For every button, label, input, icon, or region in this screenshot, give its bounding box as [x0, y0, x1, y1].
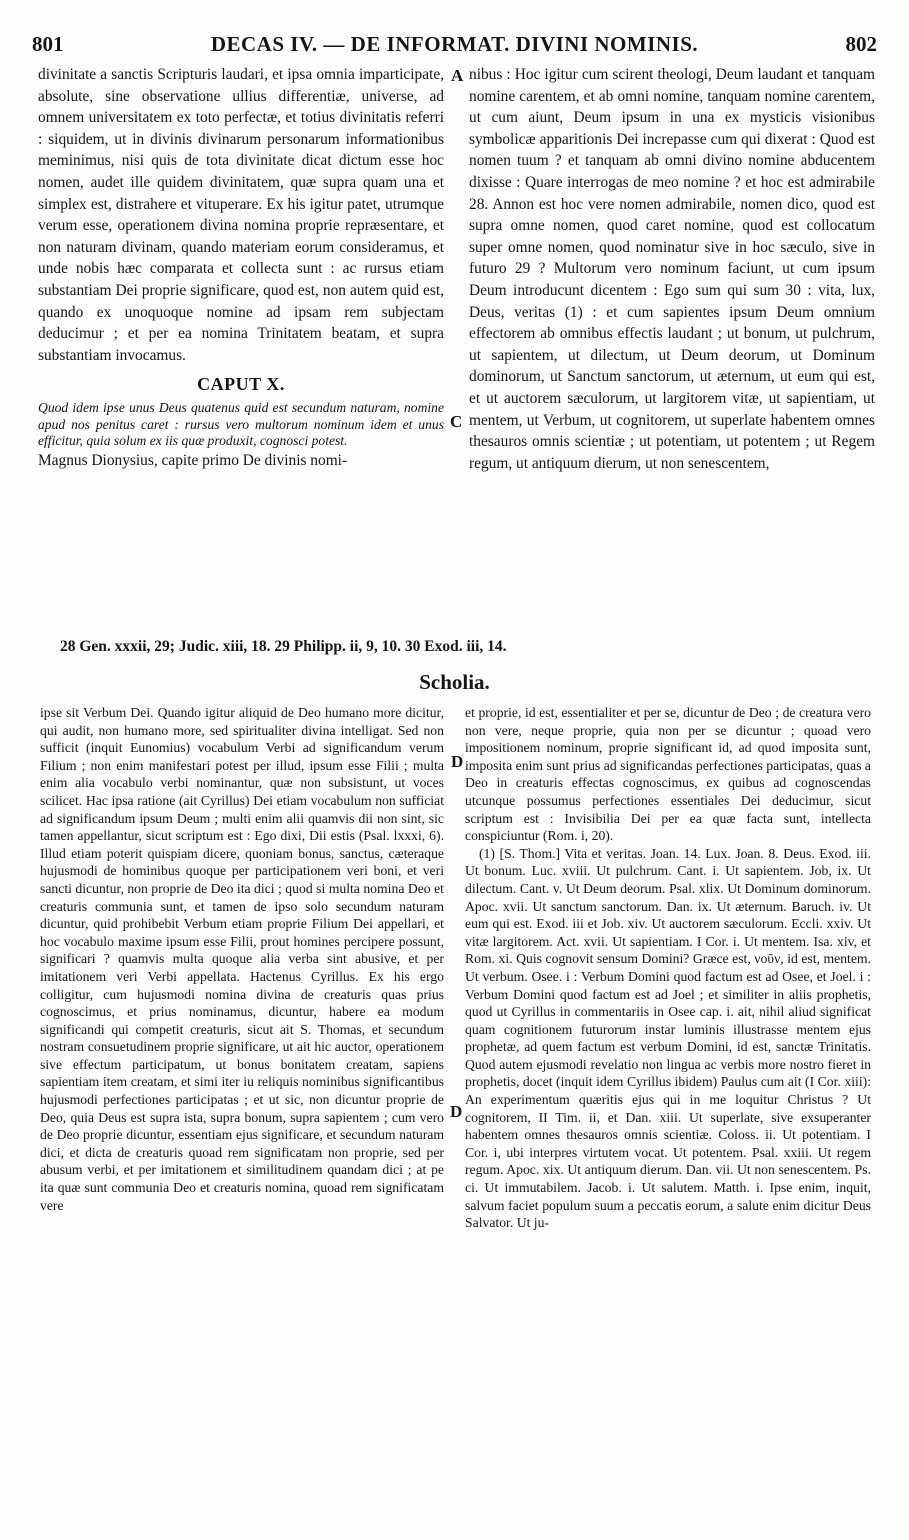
main-text-left-column: [38, 64, 444, 471]
main-left-paragraph-2: Magnus Dionysius, capite primo De divinis nomi-: [38, 451, 348, 469]
scholia-heading: Scholia.: [419, 670, 490, 694]
margin-marker-d-second: D: [450, 1102, 463, 1121]
main-text-right-column: [469, 64, 875, 474]
page-number-left: 801: [32, 32, 64, 56]
scholia-left-column: [40, 704, 444, 1214]
running-header: [32, 32, 877, 58]
scholia-note-1: (1) [S. Thom.] Vita et veritas. Joan. 14. Lux. Joan. 8. Deus. Exod. iii. Ut bonum. Luc. xviii. Ut pulchrum. Cant. i. Ut sapientem. Job, ix. Ut dilectum. Cant. v. Ut Deum deorum. Psal. xlix. Ut Dominum dominorum. Apoc. xvii. Ut sanctum sanctorum. Dan. ix. Ut æternum. Baruch. iv. Ut eum qui est. Exod. iii et Job. xiv. Ut auctorem sæculorum. Eccli. xxiv. Ut vitæ largitorem. Act. xvii. Ut sapientiam. I Cor. i. Ut mentem. Isa. xiv, et Rom. xi. Quis cognovit sensum Domini? Græce est, νοῦν, id est, mentem. Ut verbum. Osee. i : Verbum Domini quod factum est ad Osee, et Joel. i : Verbum Domini quod factum est ad Joel ; et similiter in aliis prophetis, quod ut Cyrillus in commentariis in Osee cap. i. ait, nihil aliud significat quam cognitionem futurorum instar luminis illustrasse mentem ejus prophetæ, ad quem factum est verbum Domini, id est, sanctæ Trinitatis. Quod autem ejusmodi revelatio non lingua ac verbis more nostro fieret in prophetis, docet (inquit idem Cyrillus ibidem) Paulus cum ait (I Cor. xiii): An experimentum quæritis ejus qui in me loquitur Christus ? Ut cognitorem, II Tim. ii, et Dan. xiii. Ut superlate, sive exsuperanter habentem omnes thesauros omnis scientiæ. Coloss. ii. Ut potentiam. I Cor. i, ubi interpres virtutem vocat. Ut potentem. Psal. xxiii. Ut regem regum. Apoc. xix. Ut antiquum dierum. Dan. vii. Ut non senescentem. Ps. ci. Ut immutabilem. Jacob. i. Ut salutem. Matth. i. Ipse enim, inquit, salvum faciet populum suum a peccatis eorum, a salute enim dicitur Deus Salvator. Ut ju-: [465, 845, 871, 1231]
chapter-summary: Quod idem ipse unus Deus quatenus quid est secundum naturam, nomine apud nos penitus caret : rursus vero multorum nominum idem et unus efficitur, quia solum ex iis quæ produxit, cognosci potest.: [38, 399, 444, 449]
main-right-paragraph: nibus : Hoc igitur cum scirent theologi, Deum laudant et tanquam nomine carentem, et ab omni nomine, tanquam nomine carentem, ut cum aiunt, Deum ipsum in una ex mysticis visionibus symbolicæ apparitionis Dei increpasse cum qui dixerat : Quod est nomen tuum ? et tanquam ab omni divino nomine abducentem dixisse : Quare interrogas de meo nomine ? et hoc est admirabile 28. Annon est hoc vere nomen admirabile, nomen dico, quod est supra omne nomen, quod caret nomine, quod est collocatum super omne nomen, quod nominatur sive in hoc sæculo, sive in futuro 29 ? Multorum vero nominum faciunt, ut cum ipsum Deum introducunt dicentem : Ego sum qui sum 30 : vita, lux, Deus, veritas (1) : et cum sapientes ipsum Deum omnium effectorem ab omnibus effectis laudant ; ut bonum, ut pulchrum, ut sapientem, ut dilectum, ut Deum deorum, ut Dominum dominorum, ut Sanctum sanctorum, ut æternum, ut eum qui est, et ut auctorem sæculorum, ut largitorem vitæ, ut sapientiam, ut mentem, ut Verbum, ut cognitorem, ut superlate habentem omnes thesauros omnis scientiæ ; ut potentiam, ut potentem ; ut Regem regum, ut antiquum dierum, ut non senescentem,: [469, 66, 875, 472]
scholia-right-paragraph: et proprie, id est, essentialiter et per se, dicuntur de Deo ; de creatura vero non vere, neque proprie, quia non per se dicuntur ; quoad vero impositionem nominum, proprie significant id, ad quod imposita sunt, imposita enim sunt prius ad significandas perfectiones participatas, quas a Deo in creaturis effectas cognoscimus, ex quibus ad cognoscendas utcunque possumus perfectiones essentiales Dei deducimur, sicut scriptum est : Invisibilia Dei per ea quæ facta sunt, intellecta conspiciuntur (Rom. i, 20).: [465, 705, 871, 844]
footnotes: 28 Gen. xxxii, 29; Judic. xiii, 18. 29 Philipp. ii, 9, 10. 30 Exod. iii, 14.: [60, 638, 507, 655]
margin-marker-c: C: [450, 412, 463, 431]
chapter-title: CAPUT X.: [197, 374, 285, 395]
scholia-right-column: [465, 704, 871, 1232]
running-title: DECAS IV. — DE INFORMAT. DIVINI NOMINIS.: [210, 32, 699, 56]
margin-marker-a: A: [451, 66, 464, 85]
main-left-paragraph: divinitate a sanctis Scripturis laudari, et ipsa omnia imparticipate, absolute, sine observatione ullius differentiæ, universe, ad omnem universitatem ex toto perfectæ, et totius divinitatis referri : siquidem, ut in divinis divinarum personarum informationibus meminimus, nisi quis de tota divinitate dicat dictum esse hoc nomen, audet ille quidem divinitatem, quæ supra quam una et simplex est, distrahere et vituperare. Ex his igitur patet, utrumque verum esse, operationem divina nomina proprie repræsentare, et non naturam divinam, quando materiam eorum consideramus, et unde nobis hæc comparata et collecta sunt : ac rursus etiam substantiam Dei proprie significare, quod est, non autem quid est, quando ex unoquoque nomine ad ipsam rem subjectam deducimur ; et per ea nomina Trinitatem beatam, et supra substantiam invocamus.: [38, 66, 444, 364]
page-number-right: 802: [845, 32, 877, 56]
margin-marker-d: D: [451, 752, 464, 771]
scholia-left-paragraph: ipse sit Verbum Dei. Quando igitur aliquid de Deo humano more dicitur, qui audit, non humano more, sed spiritualiter divina intelligat. Sed non sufficit (inquit Eunomius) vocabulum Verbi ad significandum verum Filium ; non enim manifestari potest per illud, ipsum esse Filii ; multa enim alia vocabulo verbi nominantur, quæ non subsistunt, ut voces scilicet. Hac ipsa ratione (ait Cyrillus) Dei etiam vocabulum non sufficiat ad significandum ipsum Deum ; multi enim alii quamvis dii non sint, sic tamen appellantur, sicut scriptum est : Ego dixi, Dii estis (Psal. lxxxi, 6). Illud etiam poterit quispiam dicere, quoniam bonus, sanctus, cæteraque hujusmodi de hominibus quoque per participationem veri boni, et veri sancti dicuntur, non proprie de Deo ita dici ; quod si multa nomina Deo et creaturis communia sunt, et tamen de ipso solo secundum naturam dicuntur, quid prohibebit Verbum etiam proprie Filium Dei appellari, et hoc vocabulo maxime ipsum esse Filii, prout homines percipere possunt, significari ? quamvis multa quoque alia verba sint abusive, et per imitationem veri Verbi appellata. Hactenus Cyrillus. Ex his ergo colligitur, cum hujusmodi nomina divina de creaturis quas prius cognoscimus, et prius nominamus, dicuntur, habere ea modum significandi qui competit creaturis, sicut ait S. Thomas, et secundum nostram consuetudinem proprie significare, ut ait hic auctor, operationem sive effectum participatum, ut bonus bonitatem creatam, sapiens sapientiam item creatam, et simi iter iu reliquis nominibus significantibus hujusmodi perfectiones participatas ; et ut sic, non dicuntur proprie de Deo, quia Deus est supra ista, supra bonum, supra sapientem ; cum vero de Deo proprie dicuntur, essentiam ejus significare, et secundum naturam dici, et dicta de creaturis quoad rem significatam non proprie, sed per abusum verbi, et per imitationem et similitudinem quandam dici ; at pe ita quæ sunt communia Deo et creaturis nomina, quoad rem significatam vere: [40, 705, 444, 1213]
